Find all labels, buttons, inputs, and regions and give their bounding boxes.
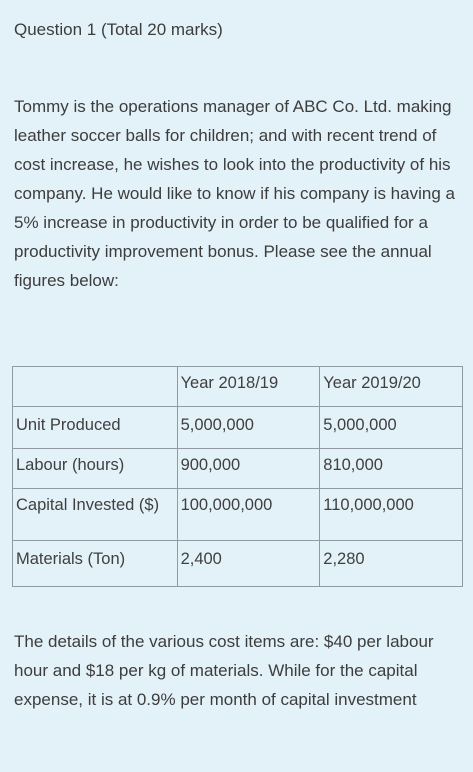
row-label-materials-ton: Materials (Ton)	[13, 541, 178, 587]
row-label-capital-invested: Capital Invested ($)	[13, 489, 178, 541]
cost-details-paragraph: The details of the various cost items are: $40 per labour hour and $18 per kg of materials. While for the capital expense, it is at 0.9% per month of capital investment	[14, 632, 434, 709]
cell-capital-invested-2018-19: 100,000,000	[177, 489, 320, 541]
table-row	[13, 489, 463, 541]
header-cell-empty	[13, 367, 178, 407]
row-label-labour-hours: Labour (hours)	[13, 449, 178, 489]
cell-labour-hours-2019-20: 810,000	[320, 449, 463, 489]
cell-labour-hours-2018-19: 900,000	[177, 449, 320, 489]
productivity-table	[12, 366, 463, 587]
header-cell-year-2018-19: Year 2018/19	[177, 367, 320, 407]
question-title: Question 1 (Total 20 marks)	[14, 20, 223, 39]
cell-materials-2018-19: 2,400	[177, 541, 320, 587]
cell-materials-2019-20: 2,280	[320, 541, 463, 587]
table-row	[13, 541, 463, 587]
cell-capital-invested-2019-20: 110,000,000	[320, 489, 463, 541]
cell-unit-produced-2019-20: 5,000,000	[320, 407, 463, 449]
question-intro: Tommy is the operations manager of ABC Co. Ltd. making leather soccer balls for children; and with recent trend of cost increase, he wishes to look into the productivity of his company. He would like to know if his company is having a 5% increase in productivity in order to be qualified for a productivity improvement bonus. Please see the annual figures below:	[14, 97, 455, 290]
table-row	[13, 449, 463, 489]
cell-unit-produced-2018-19: 5,000,000	[177, 407, 320, 449]
header-cell-year-2019-20: Year 2019/20	[320, 367, 463, 407]
table-header-row	[13, 367, 463, 407]
table-row	[13, 407, 463, 449]
row-label-unit-produced: Unit Produced	[13, 407, 178, 449]
